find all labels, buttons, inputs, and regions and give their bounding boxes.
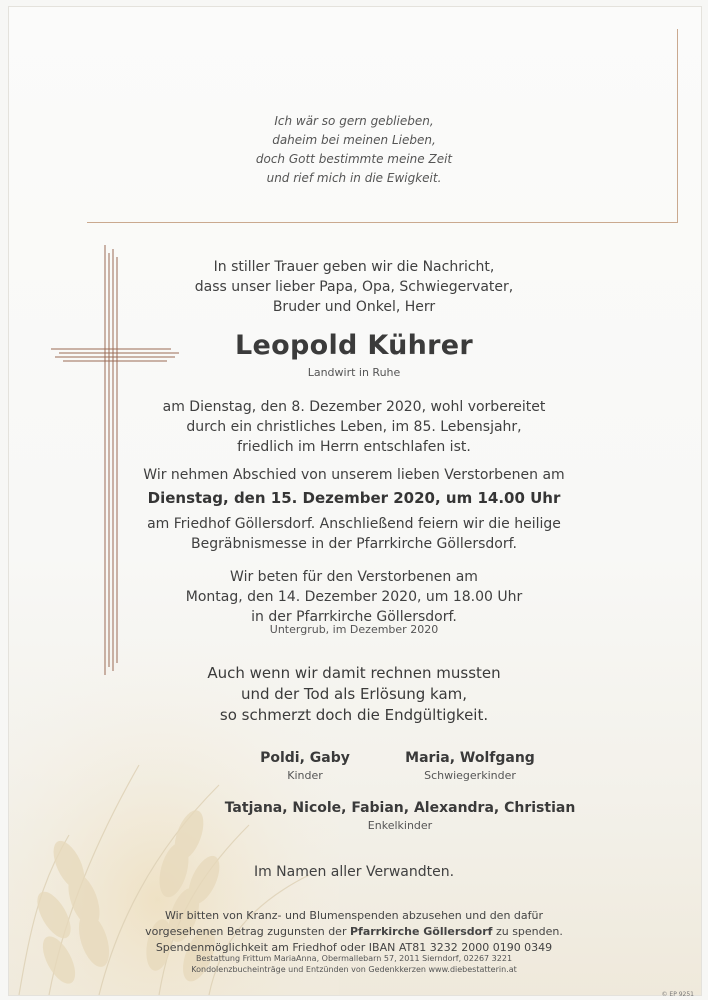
mourner-names: Tatjana, Nicole, Fabian, Alexandra, Christian	[224, 800, 576, 816]
mourner-in-laws	[395, 750, 545, 782]
poem	[0, 112, 708, 188]
print-code: © EP 9251	[661, 991, 694, 998]
mourner-children	[240, 750, 370, 782]
funeral-place-line: Begräbnismesse in der Pfarrkirche Göllersdorf.	[191, 536, 517, 552]
intro-line: Bruder und Onkel, Herr	[272, 299, 436, 315]
place-date: Untergrub, im Dezember 2020	[269, 623, 439, 636]
donation-notice	[0, 908, 708, 956]
undertaker-line: Kondolenzbucheinträge und Entzünden von Gedenkkerzen www.diebestatterin.at	[191, 965, 517, 974]
intro-line: dass unser lieber Papa, Opa, Schwiegervater,	[194, 279, 514, 295]
mourner-role: Enkelkinder	[367, 819, 433, 832]
deceased-name: Leopold Kührer	[235, 330, 473, 361]
death-line: durch ein christliches Leben, im 85. Lebensjahr,	[186, 419, 522, 435]
announcement-intro	[0, 257, 708, 317]
funeral-date: Dienstag, den 15. Dezember 2020, um 14.00 Uhr	[147, 489, 561, 507]
poem-line: daheim bei meinen Lieben,	[272, 133, 436, 147]
closing-verse	[0, 663, 708, 726]
donation-recipient: Pfarrkirche Göllersdorf	[349, 925, 493, 938]
donation-text: vorgesehenen Betrag zugunsten der	[145, 925, 350, 938]
poem-line: Ich wär so gern geblieben,	[274, 114, 434, 128]
donation-line: Spendenmöglichkeit am Friedhof oder IBAN AT81 3232 2000 0190 0349	[155, 941, 553, 954]
undertaker-info	[0, 953, 708, 975]
closing-line: Auch wenn wir damit rechnen mussten	[207, 664, 501, 682]
donation-text: zu spenden.	[492, 925, 563, 938]
relatives-signature: Im Namen aller Verwandten.	[253, 864, 455, 880]
prayer-line: in der Pfarrkirche Göllersdorf.	[251, 609, 457, 625]
death-line: am Dienstag, den 8. Dezember 2020, wohl vorbereitet	[162, 399, 546, 415]
mourner-names: Poldi, Gaby	[260, 750, 350, 766]
mourner-role: Schwiegerkinder	[424, 769, 516, 782]
deceased-occupation: Landwirt in Ruhe	[307, 366, 401, 379]
poem-line: doch Gott bestimmte meine Zeit	[255, 152, 453, 166]
death-notice	[0, 397, 708, 457]
death-line: friedlich im Herrn entschlafen ist.	[237, 439, 471, 455]
intro-line: In stiller Trauer geben wir die Nachricht,	[213, 259, 495, 275]
donation-line: Wir bitten von Kranz- und Blumenspenden abzusehen und den dafür	[164, 909, 544, 922]
mourner-role: Kinder	[287, 769, 323, 782]
prayer-notice	[0, 567, 708, 627]
mourner-grandchildren	[180, 800, 620, 832]
closing-line: und der Tod als Erlösung kam,	[240, 685, 468, 703]
frame-line-top	[87, 222, 677, 223]
mourner-names: Maria, Wolfgang	[405, 750, 535, 766]
undertaker-line: Bestattung Frittum MariaAnna, Obermallebarn 57, 2011 Sierndorf, 02267 3221	[195, 954, 513, 963]
closing-line: so schmerzt doch die Endgültigkeit.	[219, 706, 489, 724]
donation-line	[0, 924, 708, 940]
prayer-line: Wir beten für den Verstorbenen am	[230, 569, 478, 585]
funeral-place	[0, 514, 708, 554]
funeral-place-line: am Friedhof Göllersdorf. Anschließend feiern wir die heilige	[147, 516, 561, 532]
funeral-intro: Wir nehmen Abschied von unserem lieben Verstorbenen am	[143, 467, 565, 483]
poem-line: und rief mich in die Ewigkeit.	[266, 171, 442, 185]
prayer-line: Montag, den 14. Dezember 2020, um 18.00 Uhr	[185, 589, 523, 605]
